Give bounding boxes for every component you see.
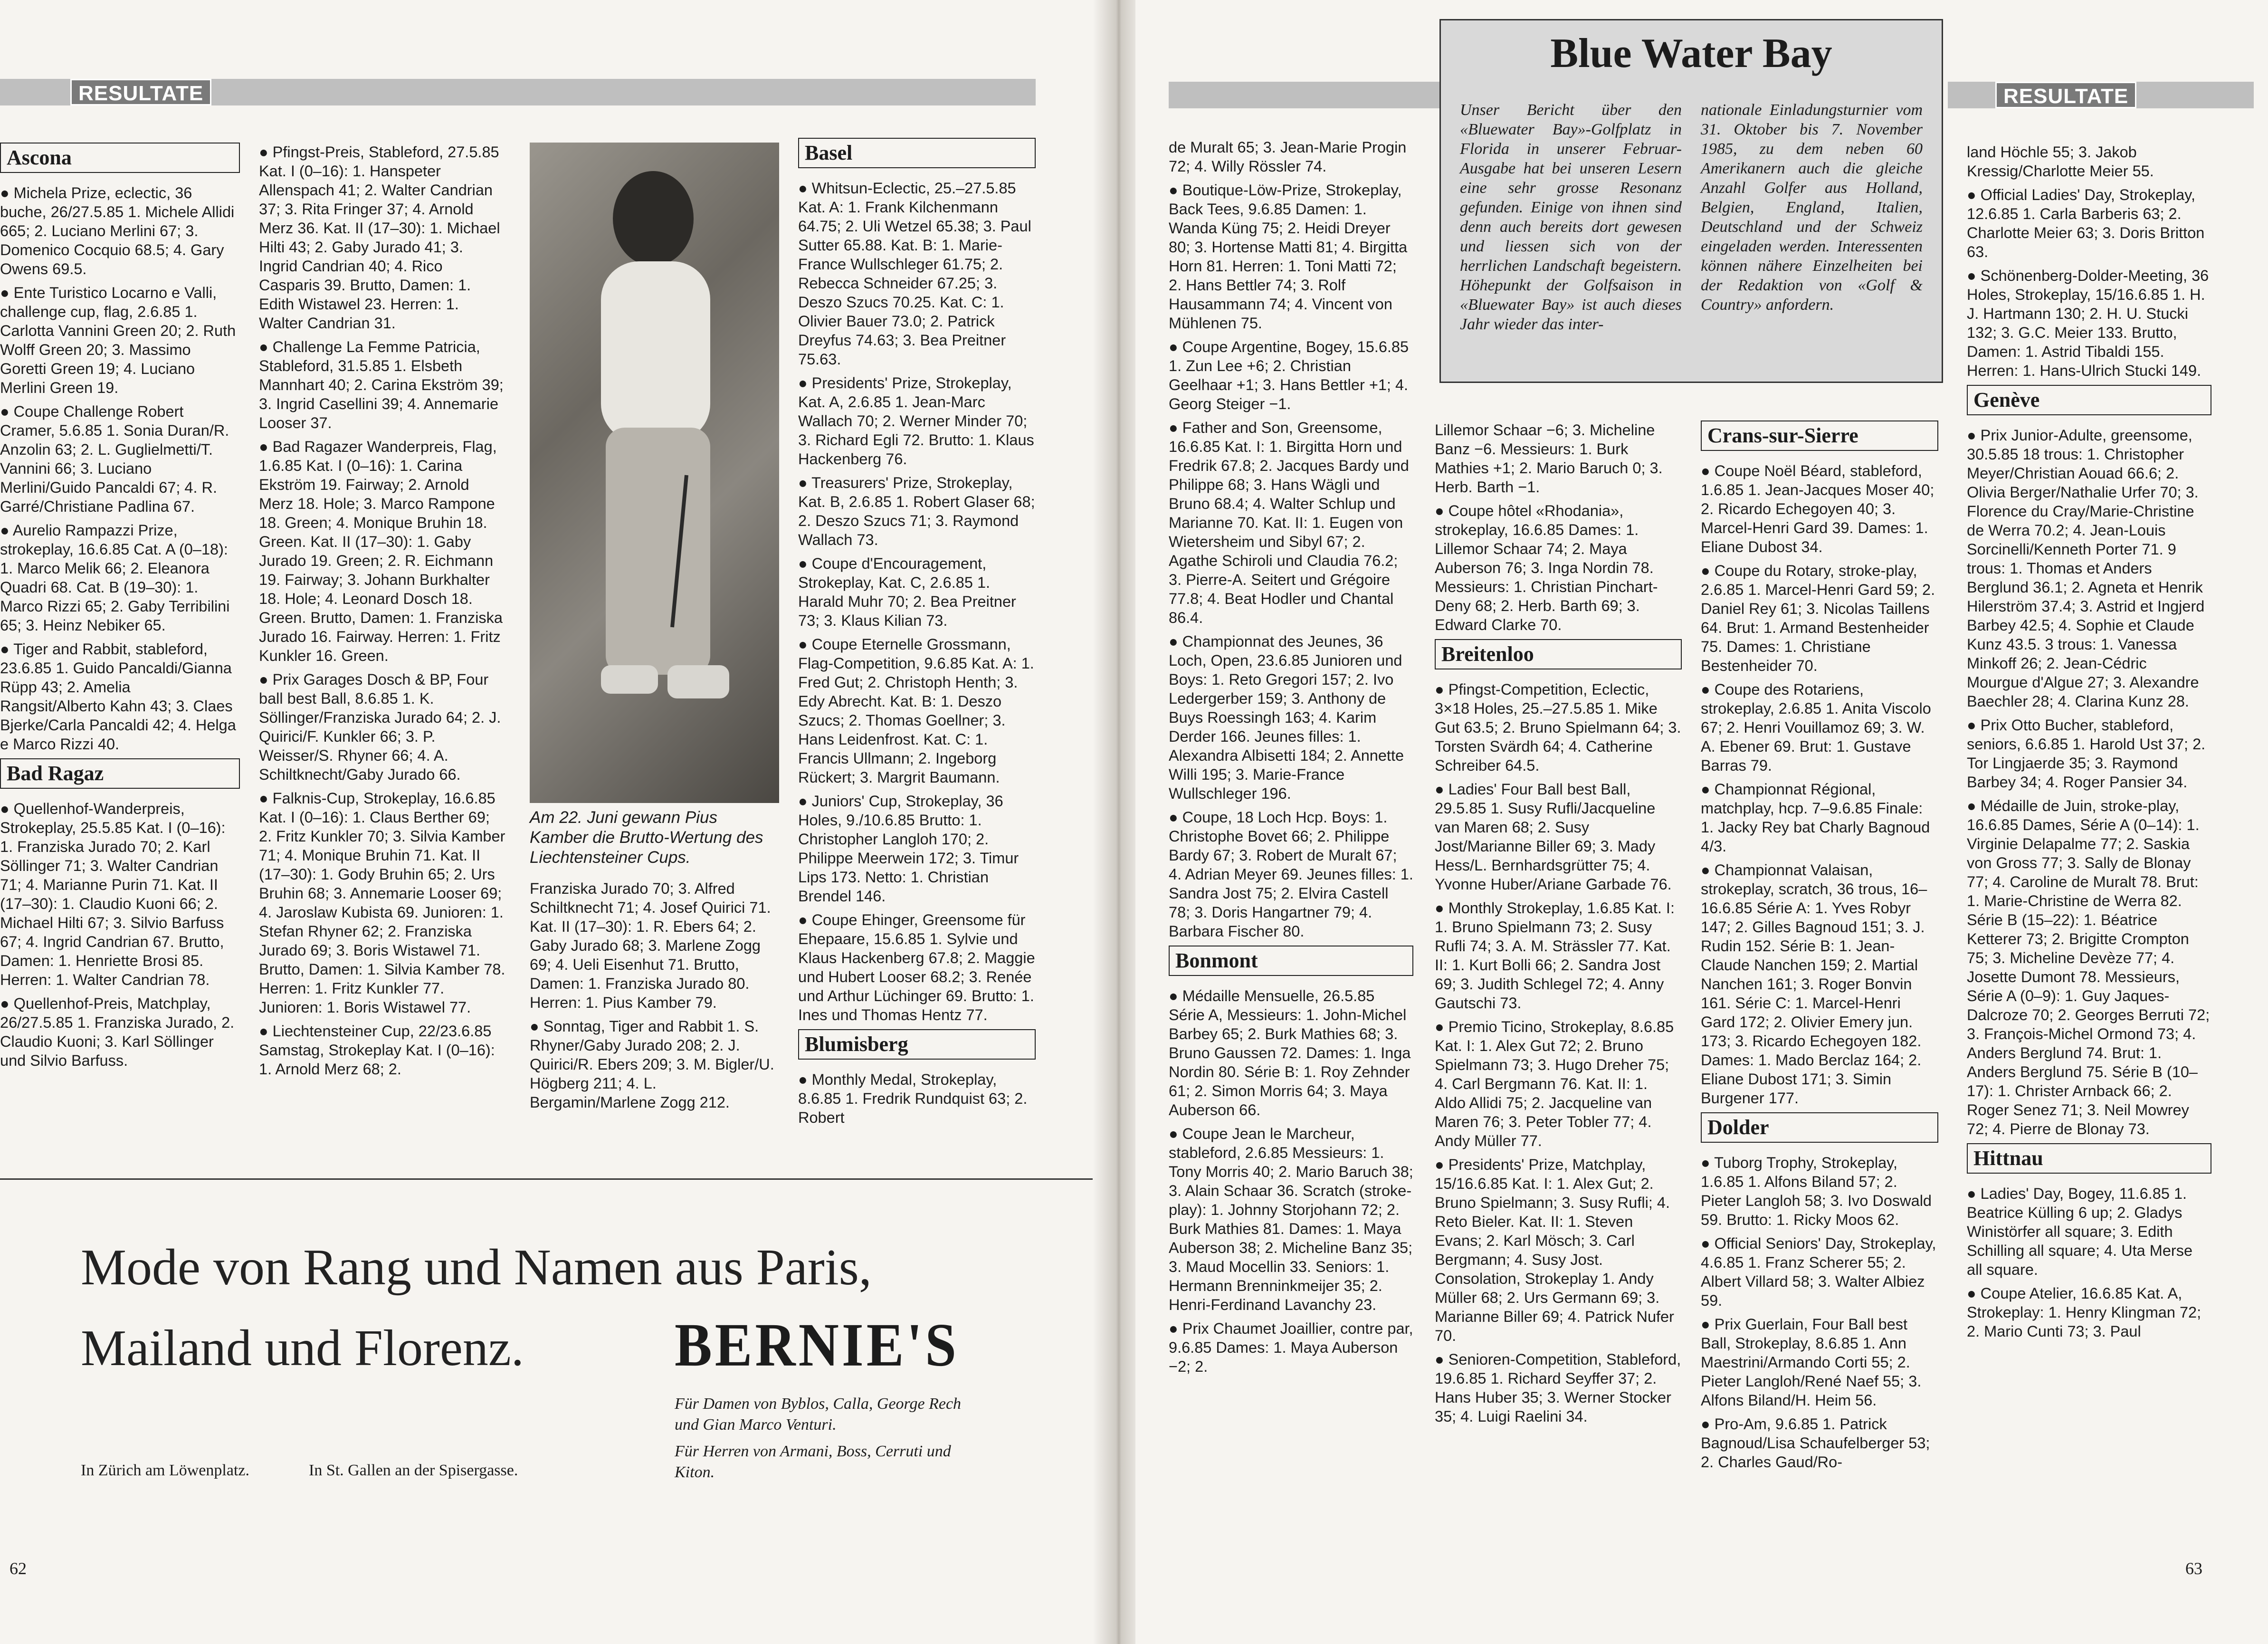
- result-paragraph: ● Ente Turistico Locarno e Valli, challenge cup, flag, 2.6.85 1. Carlotta Vannini Green 20; 2. Ruth Wolff Green 20; 3. Massimo Goretti Green 19; 4. Luciano Merlini Green 19.: [0, 284, 236, 396]
- right-column-4: [1967, 143, 2211, 1346]
- result-paragraph: ● Pfingst-Competition, Eclectic, 3×18 Holes, 25.–27.5.85 1. Mike Gut 63.5; 2. Bruno Spielmann 64; 3. Torsten Svärdh 64; 4. Catherine Schreiber 64.5.: [1435, 681, 1681, 774]
- bernies-logo: BERNIE'S: [675, 1310, 959, 1379]
- result-paragraph: Lillemor Schaar −6; 3. Micheline Banz −6. Messieurs: 1. Burk Mathies +1; 2. Mario Baruch 0; 3. Herb. Barth −1.: [1435, 421, 1663, 496]
- result-paragraph: ● Aurelio Rampazzi Prize, strokeplay, 16.6.85 Cat. A (0–18): 1. Marco Melik 66; 2. Eleanora Quadri 68. Cat. B (19–30): 1. Marco Rizzi 65; 2. Gaby Terribilini 65; 3. Heinz Nebiker 65.: [0, 522, 230, 634]
- result-paragraph: de Muralt 65; 3. Jean-Marie Progin 72; 4. Willy Rössler 74.: [1169, 139, 1407, 175]
- result-paragraph: ● Coupe Atelier, 16.6.85 Kat. A, Strokeplay: 1. Henry Klingman 72; 2. Mario Cunti 73; 3. Paul: [1967, 1285, 2201, 1340]
- club-heading-blumisberg: Blumisberg: [798, 1029, 1036, 1060]
- result-paragraph: ● Challenge La Femme Patricia, Stableford, 31.5.85 1. Elsbeth Mannhart 40; 2. Carina Ekström 39; 3. Ingrid Casellini 39; 4. Annemarie Looser 37.: [259, 338, 504, 431]
- ad-headline-line-1: Mode von Rang und Namen aus Paris,: [81, 1239, 872, 1296]
- left-column-1: [0, 143, 240, 1075]
- result-paragraph: ● Juniors' Cup, Strokeplay, 36 Holes, 9./10.6.85 Brutto: 1. Christopher Langloh 170; 2. Philippe Meerwein 172; 3. Timur Lips 173. Netto: 1. Christian Brendel 146.: [798, 793, 1019, 905]
- club-heading-bonmont: Bonmont: [1169, 946, 1413, 976]
- result-paragraph: ● Official Seniors' Day, Strokeplay, 4.6.85 1. Franz Scherer 55; 2. Albert Villard 58; 3. Walter Albiez 59.: [1701, 1235, 1936, 1309]
- result-paragraph: ● Quellenhof-Preis, Matchplay, 26/27.5.85 1. Franziska Jurado, 2. Claudio Kuoni; 3. Karl Söllinger und Silvio Barfuss.: [0, 995, 235, 1069]
- club-heading-breitenloo: Breitenloo: [1435, 639, 1682, 669]
- bernies-advertisement: [0, 1178, 1102, 1560]
- golfer-photo: [530, 143, 779, 803]
- page-number-right: 63: [2185, 1559, 2202, 1578]
- left-page: [0, 0, 1102, 1644]
- club-heading-bad-ragaz: Bad Ragaz: [0, 758, 240, 789]
- club-heading-crans-sur-sierre: Crans-sur-Sierre: [1701, 421, 1938, 451]
- photo-caption: Am 22. Juni gewann Pius Kamber die Brutto-Wertung des Liechtensteiner Cups.: [530, 808, 763, 867]
- result-paragraph: Franziska Jurado 70; 3. Alfred Schiltknecht 71; 4. Josef Quirici 71. Kat. II (17–30): 1. R. Ebers 64; 2. Gaby Jurado 68; 3. Marlene Zogg 69; 4. Ueli Eisenhut 71. Brutto, Damen: 1. Franziska Jurado 80. Herren: 1. Pius Kamber 79.: [530, 880, 771, 1011]
- club-heading-basel: Basel: [798, 138, 1036, 168]
- ad-stgallen-address: In St. Gallen an der Spisergasse.: [309, 1462, 518, 1479]
- result-paragraph: ● Premio Ticino, Strokeplay, 8.6.85 Kat. I: 1. Alex Gut 72; 2. Bruno Spielmann 73; 3. Hugo Dreher 75; 4. Carl Bergmann 76. Kat. II: 1. Aldo Allidi 75; 2. Jacqueline van Maren 76; 3. Peter Tobler 77; 4. Andy Müller 77.: [1435, 1018, 1674, 1149]
- right-header-bar-left: [1169, 82, 1477, 108]
- result-paragraph: ● Médaille de Juin, stroke-play, 16.6.85 Dames, Série A (0–14): 1. Virginie Delapalme 77; 2. Saskia von Gross 77; 3. Sally de Blonay 77; 4. Caroline de Muralt 78. Brut: 1. Marie-Christine de Werra 82. Série B (15–22): 1. Béatrice Ketterer 73; 2. Brigitte Crompton 75; 3. Micheline Devèze 77; 4. Josette Dumont 78. Messieurs, Série A (0–9): 1. Guy Jaques-Dalcroze 70; 2. Georges Berruti 72; 3. François-Michel Ormond 73; 4. Anders Berglund 74. Brut: 1. Anders Berglund 75. Série B (10–17): 1. Christer Arnback 66; 2. Roger Senez 71; 3. Neil Mowrey 72; 4. Pierre de Blonay 73.: [1967, 797, 2210, 1137]
- result-paragraph: ● Presidents' Prize, Matchplay, 15/16.6.85 Kat. I: 1. Alex Gut; 2. Bruno Spielmann; 3. Susy Rufli; 4. Reto Bieler. Kat. II: 1. Steven Evans; 2. Karl Mösch; 3. Carl Bergmann; 4. Susy Jost. Consolation, Strokeplay 1. Andy Müller 68; 2. Urs Germann 69; 3. Marianne Biller 69; 4. Patrick Nufer 70.: [1435, 1156, 1674, 1344]
- left-section-tag: RESULTATE: [70, 79, 211, 105]
- result-paragraph: ● Official Ladies' Day, Strokeplay, 12.6.85 1. Carla Barberis 63; 2. Charlotte Meier 63; 3. Doris Britton 63.: [1967, 186, 2205, 260]
- result-paragraph: ● Sonntag, Tiger and Rabbit 1. S. Rhyner/Gaby Jurado 208; 2. J. Quirici/R. Ebers 209; 3. M. Bigler/U. Högberg 211; 4. L. Bergamin/Marlene Zogg 212.: [530, 1018, 774, 1111]
- right-header-bar-mid: [1948, 82, 1976, 108]
- golfer-silhouette-icon: [530, 143, 779, 803]
- right-column-1: [1169, 138, 1413, 1381]
- result-paragraph: ● Coupe Noël Béard, stableford, 1.6.85 1. Jean-Jacques Moser 40; 2. Ricardo Echegoyen 40; 3. Marcel-Henri Gard 39. Dames: 1. Eliane Dubost 34.: [1701, 462, 1934, 555]
- result-paragraph: ● Boutique-Löw-Prize, Strokeplay, Back Tees, 9.6.85 Damen: 1. Wanda Küng 75; 2. Heidi Dreyer 80; 3. Hortense Matti 81; 4. Birgitta Horn 81. Herren: 1. Toni Matti 72; 2. Hans Bettler 74; 3. Rolf Hausammann 74; 4. Vincent von Mühlenen 75.: [1169, 182, 1408, 332]
- result-paragraph: ● Ladies' Day, Bogey, 11.6.85 1. Beatrice Külling 6 up; 2. Gladys Winistörfer all square; 3. Edith Schilling all square; 4. Uta Merse all square.: [1967, 1185, 2193, 1278]
- result-paragraph: ● Médaille Mensuelle, 26.5.85 Série A, Messieurs: 1. John-Michel Barbey 65; 2. Burk Mathies 68; 3. Bruno Gaussen 72. Dames: 1. Inga Nordin 80. Série B: 1. Roy Zehnder 61; 2. Simon Morris 64; 3. Maya Auberson 66.: [1169, 987, 1411, 1118]
- result-paragraph: ● Prix Junior-Adulte, greensome, 30.5.85 18 trous: 1. Christopher Meyer/Christian Aouad 66.6; 2. Olivia Berger/Nathalie Urfer 70; 3. Florence du Cray/Marie-Christine de Werra 70.2; 4. Jean-Louis Sorcinelli/Kenneth Porter 71. 9 trous: 1. Thomas et Anders Berglund 36.1; 2. Agneta et Henrik Hilerström 37.4; 3. Astrid et Ingjerd Barbey 42.5; 4. Sophie et Claude Kunz 43.5. 3 trous: 1. Vanessa Minkoff 26; 2. Jean-Cédric Mourgue d'Algue 27; 3. Alexandre Baechler 28; 4. Clarina Kunz 28.: [1967, 427, 2205, 710]
- blue-water-bay-box: [1439, 19, 1943, 383]
- ad-men-text: Für Herren von Armani, Boss, Cerruti und Kiton.: [675, 1443, 951, 1481]
- right-section-tag: RESULTATE: [1995, 82, 2136, 108]
- result-paragraph: ● Michela Prize, eclectic, 36 buche, 26/27.5.85 1. Michele Allidi 665; 2. Luciano Merlini 67; 3. Domenico Cocquio 68.5; 4. Gary Owens 69.5.: [0, 184, 235, 277]
- result-paragraph: ● Monthly Strokeplay, 1.6.85 Kat. I: 1. Bruno Spielmann 73; 2. Susy Rufli 74; 3. A. M. Strässler 77. Kat. II: 1. Kurt Bolli 66; 2. Sandra Jost 69; 3. Judith Schlegel 72; 4. Anny Gautschi 73.: [1435, 899, 1675, 1012]
- result-paragraph: ● Pfingst-Preis, Stableford, 27.5.85 Kat. I (0–16): 1. Hanspeter Allenspach 41; 2. Walter Candrian 37; 3. Rita Fringer 37; 4. Arnold Merz 36. Kat. II (17–30): 1. Michael Hilti 43; 2. Gaby Jurado 41; 3. Ingrid Candrian 40; 4. Rico Casparis 39. Brutto, Damen: 1. Edith Wistawel 23. Herren: 1. Walter Candrian 31.: [259, 143, 500, 332]
- result-paragraph: ● Bad Ragazer Wanderpreis, Flag, 1.6.85 Kat. I (0–16): 1. Carina Ekström 19. Fairway; 2. Arnold Merz 18. Hole; 3. Marco Rampone 18. Green; 4. Monique Bruhin 18. Green. Kat. II (17–30): 1. Gaby Jurado 19. Green; 2. R. Eichmann 19. Fairway; 3. Johann Burkhalter 18. Hole; 4. Leonard Dosch 18. Green. Brutto, Damen: 1. Franziska Jurado 16. Fairway. Herren: 1. Fritz Kunkler 16. Green.: [259, 438, 503, 664]
- result-paragraph: ● Championnat des Jeunes, 36 Loch, Open, 23.6.85 Junioren und Boys: 1. Reto Gregori 157; 2. Ivo Ledergerber 159; 3. Anthony de Buys Roessingh 163; 4. Karim Derder 166. Jeunes filles: 1. Alexandra Albisetti 184; 2. Annette Willi 195; 3. Marie-France Wullschleger 196.: [1169, 633, 1404, 802]
- result-paragraph: ● Liechtensteiner Cup, 22/23.6.85 Samstag, Strokeplay Kat. I (0–16): 1. Arnold Merz 68; 2.: [259, 1023, 495, 1078]
- result-paragraph: ● Whitsun-Eclectic, 25.–27.5.85 Kat. A: 1. Frank Kilchenmann 64.75; 2. Uli Wetzel 65.38; 3. Paul Sutter 65.88. Kat. B: 1. Marie-France Wullschleger 61.75; 2. Rebecca Schneider 67.25; 3. Deszo Szucs 70.25. Kat. C: 1. Olivier Bauer 73.0; 2. Patrick Dreyfus 74.63; 3. Bea Preitner 75.63.: [798, 180, 1031, 368]
- club-heading-geneve: Genève: [1967, 385, 2211, 415]
- club-heading-dolder: Dolder: [1701, 1112, 1938, 1143]
- ad-zurich-address: In Zürich am Löwenplatz.: [81, 1462, 249, 1479]
- box-text-right: nationale Einladungsturnier vom 31. Oktober bis 7. November 1985, zu dem neben 60 Amerikanern auch die gleiche Anzahl Golfer aus Holland, Belgien, England, Italien, Deutschland und der Schweiz eingeladen werden. Interessenten können nähere Einzelheiten bei der Redaktion von «Golf & Country» anfordern.: [1701, 101, 1923, 314]
- left-column-3: [530, 879, 779, 1117]
- club-heading-ascona: Ascona: [0, 143, 240, 173]
- result-paragraph: land Höchle 55; 3. Jakob Kressig/Charlotte Meier 55.: [1967, 143, 2154, 180]
- page-number-left: 62: [10, 1559, 27, 1578]
- result-paragraph: ● Father and Son, Greensome, 16.6.85 Kat. I: 1. Birgitta Horn und Fredrik 67.8; 2. Jacques Bardy und Philippe 68; 3. Hans Wägli und Bruno 68.4; 4. Walter Schlup und Marianne 70. Kat. II: 1. Eugen von Wietersheim und Sibyl 67; 2. Agathe Schiroli und Claudia 76.2; 3. Pierre-A. Seitert und Grégoire 77.8; 4. Beat Hodler und Chantal 86.4.: [1169, 419, 1409, 626]
- result-paragraph: ● Pro-Am, 9.6.85 1. Patrick Bagnoud/Lisa Schaufelberger 53; 2. Charles Gaud/Ro-: [1701, 1415, 1930, 1471]
- result-paragraph: ● Falknis-Cup, Strokeplay, 16.6.85 Kat. I (0–16): 1. Claus Berther 69; 2. Fritz Kunkler 70; 3. Silvia Kamber 71; 4. Monique Bruhin 71. Kat. II (17–30): 1. Gody Bruhin 65; 2. Urs Bruhin 68; 3. Annemarie Looser 69; 4. Jaroslaw Kubista 69. Junioren: 1. Stefan Rhyner 62; 2. Franziska Jurado 69; 3. Boris Wistawel 71. Brutto, Damen: 1. Silvia Kamber 78. Herren: 1. Fritz Kunkler 77. Junioren: 1. Boris Wistawel 77.: [259, 790, 505, 1016]
- result-paragraph: ● Treasurers' Prize, Strokeplay, Kat. B, 2.6.85 1. Robert Glaser 68; 2. Deszo Szucs 71; 3. Raymond Wallach 73.: [798, 474, 1035, 548]
- club-heading-hittnau: Hittnau: [1967, 1143, 2211, 1174]
- result-paragraph: ● Monthly Medal, Strokeplay, 8.6.85 1. Fredrik Rundquist 63; 2. Robert: [798, 1071, 1028, 1126]
- result-paragraph: ● Coupe Challenge Robert Cramer, 5.6.85 1. Sonia Duran/R. Anzolin 63; 2. L. Guglielmetti/T. Vannini 66; 3. Luciano Merlini/Guido Pancaldi 67; 4. R. Garré/Christiane Padlina 67.: [0, 403, 229, 515]
- result-paragraph: ● Coupe hôtel «Rhodania», strokeplay, 16.6.85 Dames: 1. Lillemor Schaar 74; 2. Maya Auberson 76; 3. Inga Nordin 78. Messieurs: 1. Christian Pinchart-Deny 68; 2. Herb. Barth 69; 3. Edward Clarke 70.: [1435, 502, 1658, 633]
- result-paragraph: ● Presidents' Prize, Strokeplay, Kat. A, 2.6.85 1. Jean-Marc Wallach 70; 2. Werner Minder 70; 3. Richard Egli 72. Brutto: 1. Klaus Hackenberg 76.: [798, 374, 1034, 468]
- result-paragraph: ● Prix Chaumet Joaillier, contre par, 9.6.85 Dames: 1. Maya Auberson −2; 2.: [1169, 1320, 1413, 1375]
- result-paragraph: ● Coupe du Rotary, stroke-play, 2.6.85 1. Marcel-Henri Gard 59; 2. Daniel Rey 61; 3. Nicolas Taillens 64. Brut: 1. Armand Bestenheider 75. Dames: 1. Christiane Bestenheider 70.: [1701, 562, 1935, 674]
- result-paragraph: ● Ladies' Four Ball best Ball, 29.5.85 1. Susy Rufli/Jacqueline van Maren 68; 2. Susy Jost/Marianne Biller 69; 3. Mady Hess/L. Bernhardsgrütter 75; 4. Yvonne Huber/Ariane Garbade 76.: [1435, 781, 1672, 893]
- result-paragraph: ● Prix Garages Dosch & BP, Four ball best Ball, 8.6.85 1. K. Söllinger/Franziska Jurado 64; 2. J. Quirici/F. Kunkler 66; 3. P. Weisser/S. Rhyner 66; 4. A. Schiltknecht/Gaby Jurado 66.: [259, 671, 501, 783]
- result-paragraph: ● Tiger and Rabbit, stableford, 23.6.85 1. Guido Pancaldi/Gianna Rüpp 43; 2. Amelia Rangsit/Alberto Kahn 43; 3. Claes Bjerke/Carla Pancaldi 42; 4. Helga e Marco Rizzi 40.: [0, 640, 236, 753]
- result-paragraph: ● Coupe Argentine, Bogey, 15.6.85 1. Zun Lee +6; 2. Christian Geelhaar +1; 3. Hans Bettler +1; 4. Georg Steiger −1.: [1169, 338, 1409, 412]
- result-paragraph: ● Tuborg Trophy, Strokeplay, 1.6.85 1. Alfons Biland 57; 2. Pieter Langloh 58; 3. Ivo Doswald 59. Brutto: 1. Ricky Moos 62.: [1701, 1154, 1932, 1228]
- result-paragraph: ● Schönenberg-Dolder-Meeting, 36 Holes, Strokeplay, 15/16.6.85 1. H. J. Hartmann 130; 2. H. U. Stucki 132; 3. G.C. Meier 133. Brutto, Damen: 1. Astrid Tibaldi 155. Herren: 1. Hans-Ulrich Stucki 149.: [1967, 267, 2209, 379]
- result-paragraph: ● Championnat Régional, matchplay, hcp. 7–9.6.85 Finale: 1. Jacky Rey bat Charly Bagnoud 4/3.: [1701, 781, 1930, 855]
- result-paragraph: ● Coupe Ehinger, Greensome für Ehepaare, 15.6.85 1. Sylvie und Klaus Hackenberg 67.8; 2. Maggie und Hubert Looser 68.2; 3. Renée und Arthur Lüchinger 69. Brutto: 1. Ines und Thomas Hentz 77.: [798, 911, 1035, 1023]
- result-paragraph: ● Championnat Valaisan, strokeplay, scratch, 36 trous, 16–16.6.85 Série A: 1. Yves Robyr 147; 2. Gilles Bagnoud 151; 3. J. Rudin 152. Série B: 1. Jean-Claude Nanchen 159; 2. Martial Nanchen 161; 3. Roger Bonvin 161. Série C: 1. Marcel-Henri Gard 172; 2. Olivier Emery jun. 173; 3. Ricardo Echegoyen 182. Dames: 1. Mado Berclaz 164; 2. Eliane Dubost 171; 3. Simin Burgener 177.: [1701, 861, 1927, 1107]
- result-paragraph: ● Coupe des Rotariens, strokeplay, 2.6.85 1. Anita Viscolo 67; 2. Henri Vouillamoz 69; 3. W. A. Ebener 69. Brut: 1. Gustave Barras 79.: [1701, 681, 1931, 774]
- result-paragraph: ● Prix Otto Bucher, stableford, seniors, 6.6.85 1. Harold Ust 37; 2. Tor Lingjaerde 35; 3. Raymond Barbey 34; 4. Roger Pansier 34.: [1967, 717, 2206, 791]
- result-paragraph: ● Coupe Jean le Marcheur, stableford, 2.6.85 Messieurs: 1. Tony Morris 40; 2. Mario Baruch 38; 3. Alain Schaar 36. Scratch (stroke-play): 1. Johnny Storjohann 72; 2. Burk Mathies 81. Dames: 1. Maya Auberson 38; 2. Micheline Banz 35; 3. Maud Mocellin 33. Seniors: 1. Hermann Brenninkmeijer 35; 2. Henri-Ferdinand Lavanchy 23.: [1169, 1125, 1413, 1313]
- ad-headline-line-2: Mailand und Florenz.: [81, 1320, 524, 1376]
- result-paragraph: ● Coupe d'Encouragement, Strokeplay, Kat. C, 2.6.85 1. Harald Muhr 70; 2. Bea Preitner 73; 3. Klaus Kilian 73.: [798, 555, 1016, 629]
- result-paragraph: ● Senioren-Competition, Stableford, 19.6.85 1. Richard Seyffer 37; 2. Hans Huber 35; 3. Werner Stocker 35; 4. Luigi Raelini 34.: [1435, 1351, 1681, 1425]
- box-title: Blue Water Bay: [1550, 30, 1832, 76]
- box-text-left: Unser Bericht über den «Bluewater Bay»-Golfplatz in Florida in unserer Februar-Ausgabe hat bei unseren Lesern eine sehr grosse Resonanz gefunden. Einige von ihnen sind denn auch bereits dort gewesen und liessen sich von der herrlichen Landschaft begeistern. Höhepunkt der Golfsaison in «Bluewater Bay» ist auch dieses Jahr wieder das inter-: [1460, 101, 1682, 333]
- result-paragraph: ● Coupe, 18 Loch Hcp. Boys: 1. Christophe Bovet 66; 2. Philippe Bardy 67; 3. Robert de Muralt 67; 4. Adrian Meyer 69. Jeunes filles: 1. Sandra Jost 75; 2. Elvira Castell 78; 3. Doris Hangartner 79; 4. Barbara Fischer 80.: [1169, 809, 1413, 940]
- result-paragraph: ● Coupe Eternelle Grossmann, Flag-Competition, 9.6.85 Kat. A: 1. Fred Gut; 2. Christoph Henth; 3. Edy Abrecht. Kat. B: 1. Deszo Szucs; 2. Thomas Goellner; 3. Hans Leidenfrost. Kat. C: 1. Francis Ullmann; 2. Ingeborg Rückert; 3. Margrit Baumann.: [798, 636, 1034, 786]
- result-paragraph: ● Prix Guerlain, Four Ball best Ball, Strokeplay, 8.6.85 1. Ann Maestrini/Armando Corti 55; 2. Pieter Langloh/René Naef 55; 3. Alfons Biland/H. Heim 56.: [1701, 1316, 1922, 1409]
- right-column-3: [1701, 421, 1938, 1476]
- result-paragraph: ● Quellenhof-Wanderpreis, Strokeplay, 25.5.85 Kat. I (0–16): 1. Franziska Jurado 70; 2. Karl Söllinger 71; 3. Walter Candrian 71; 4. Marianne Purin 71. Kat. II (17–30): 1. Claudio Kuoni 66; 2. Michael Hilti 67; 3. Silvio Barfuss 67; 4. Ingrid Candrian 67. Brutto, Damen: 1. Henriette Brosi 85. Herren: 1. Walter Candrian 78.: [0, 800, 226, 988]
- right-column-2: [1435, 421, 1682, 1431]
- left-column-2: [259, 143, 506, 1083]
- left-column-4: [798, 138, 1036, 1132]
- ad-ladies-text: Für Damen von Byblos, Calla, George Rech und Gian Marco Venturi.: [675, 1395, 962, 1434]
